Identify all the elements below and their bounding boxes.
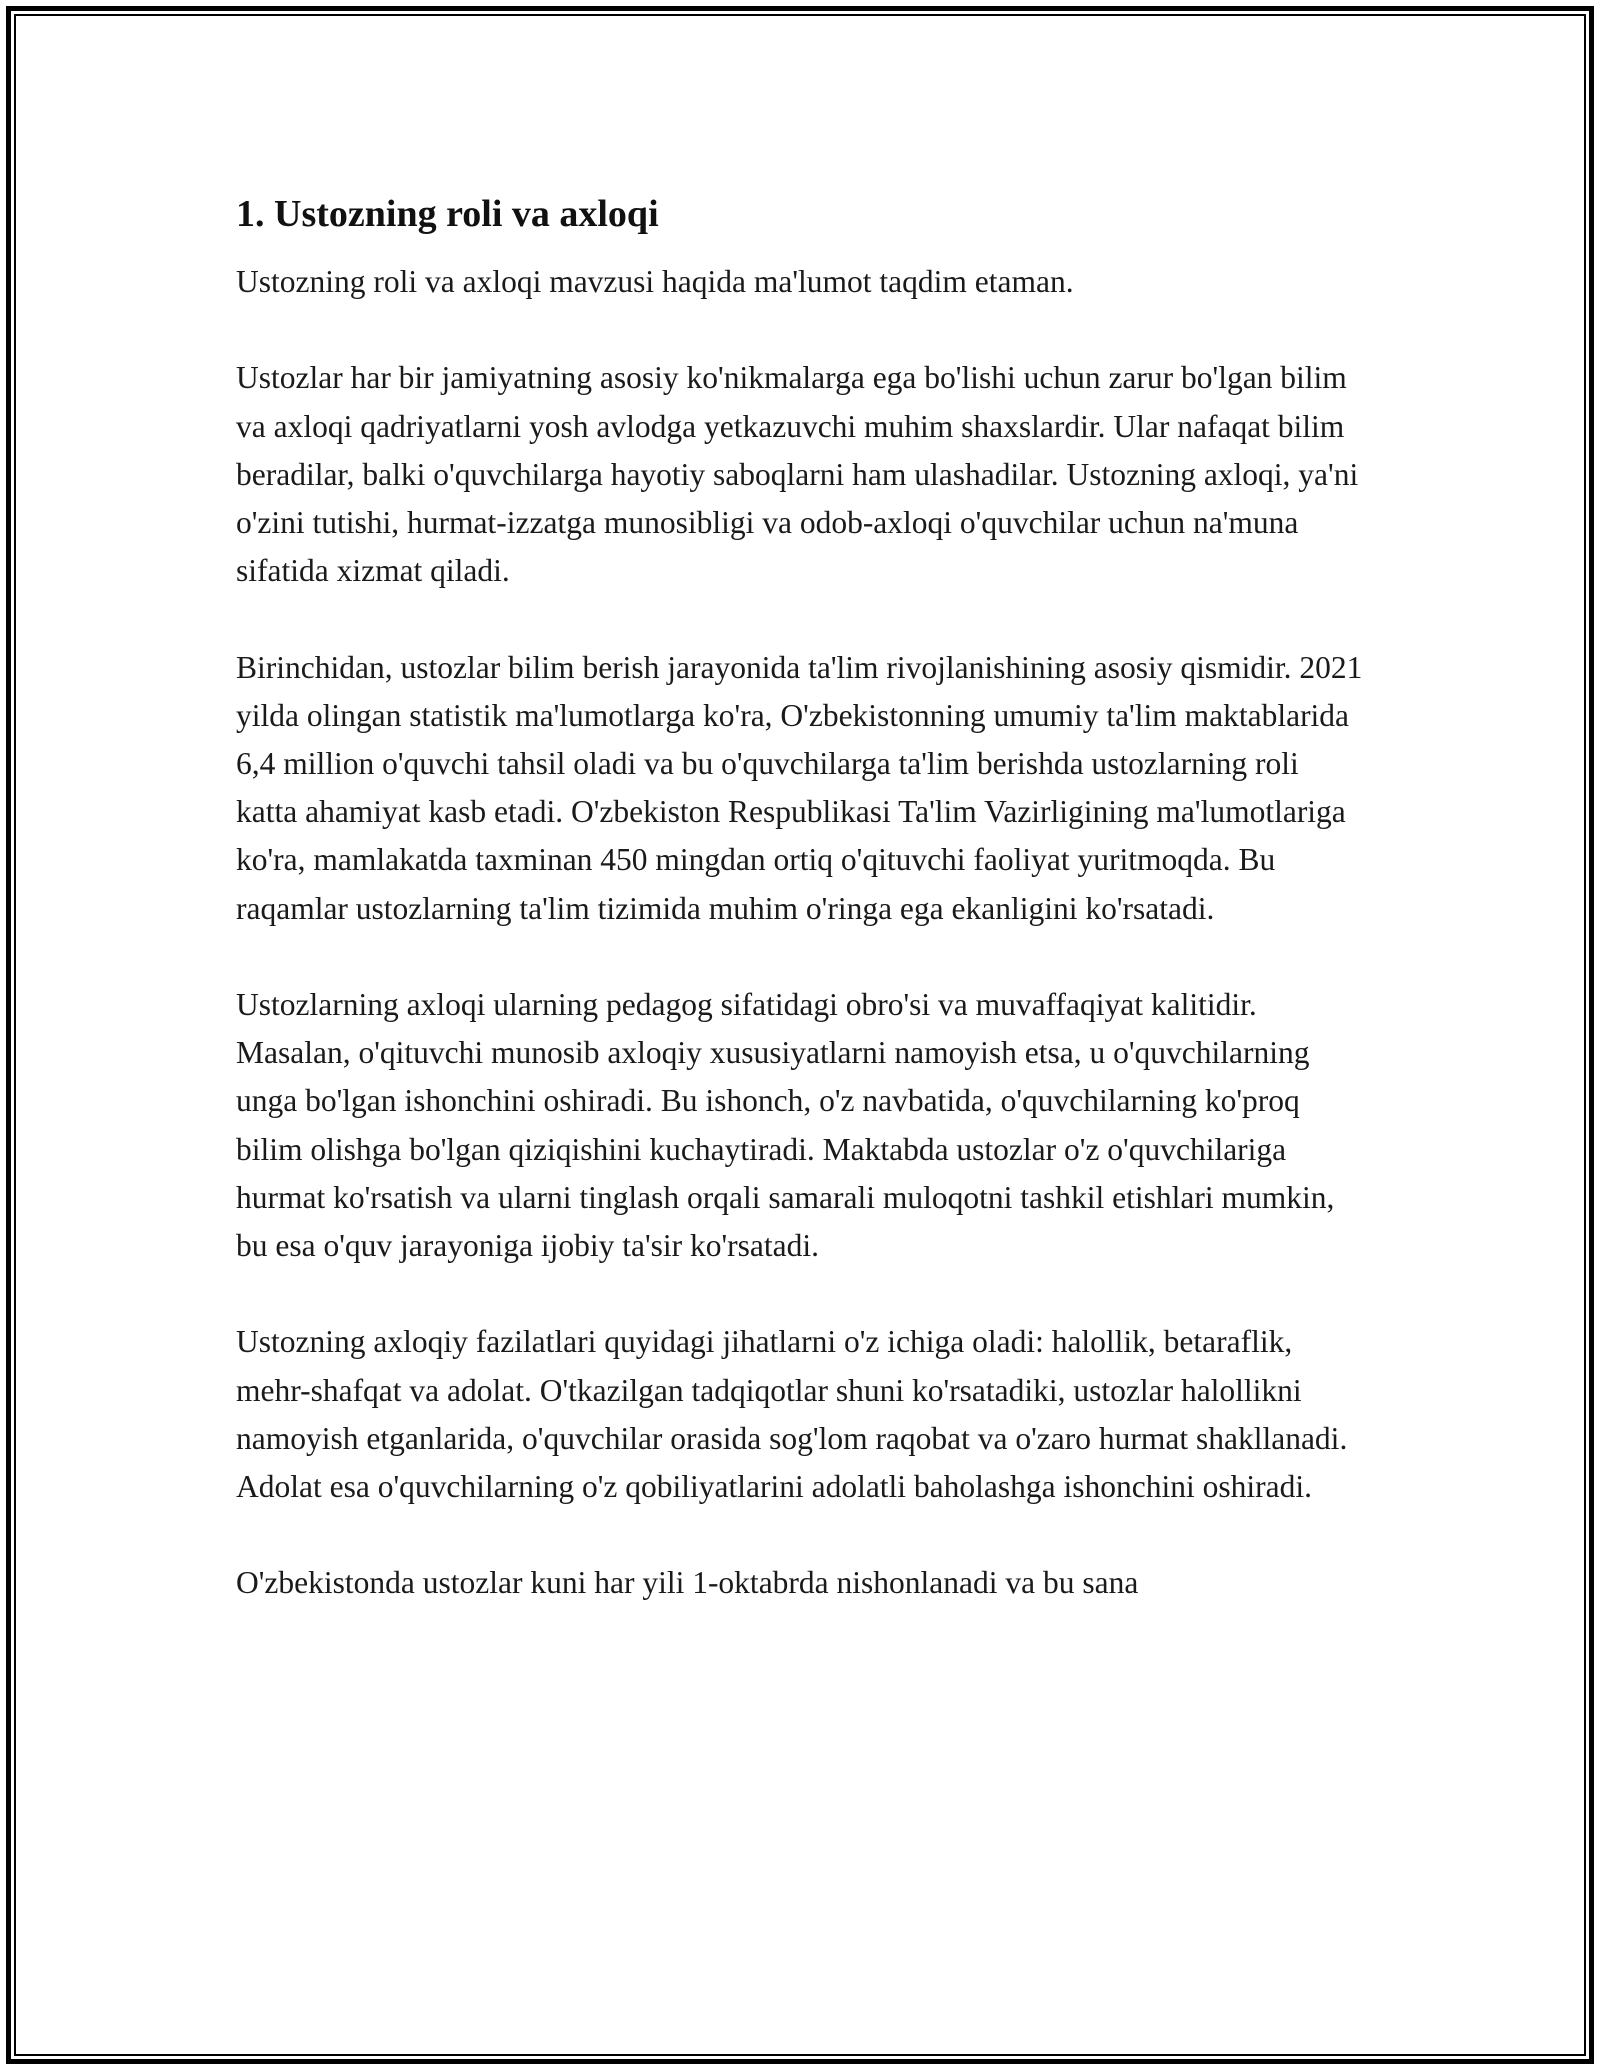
- document-body: [236, 188, 1366, 1656]
- paragraph-intro: Ustozning roli va axloqi mavzusi haqida ma'lumot taqdim etaman.: [236, 264, 1074, 299]
- paragraph-teachers-day: O'zbekistonda ustozlar kuni har yili 1-oktabrda nishonlanadi va bu sana: [236, 1565, 1139, 1601]
- paragraph-virtues: Ustozning axloqiy fazilatlari quyidagi jihatlarni o'z ichiga oladi: halollik, betaraflik, mehr-shafqat va adolat. O'tkazilgan tadqiqotlar shuni ko'rsatadiki, ustozlar halollikni namoyish etganlarida, o'quvchilar orasida sog'lom raqobat va o'zaro hurmat shakllanadi. Adolat esa o'quvchilarning o'z qobiliyatlarini adolatli baholashga ishonchini oshiradi.: [236, 1324, 1348, 1505]
- paragraph-role: Ustozlar har bir jamiyatning asosiy ko'nikmalarga ega bo'lishi uchun zarur bo'lgan bilim va axloqi qadriyatlarni yosh avlodga yetkazuvchi muhim shaxslardir. Ular nafaqat bilim beradilar, balki o'quvchilarga hayotiy saboqlarni ham ulashadilar. Ustozning axloqi, ya'ni o'zini tutishi, hurmat-izzatga munosibligi va odob-axloqi o'quvchilar uchun na'muna sifatida xizmat qiladi.: [236, 360, 1359, 589]
- section-heading: 1. Ustozning roli va axloqi: [236, 193, 659, 235]
- paragraph-statistics: Birinchidan, ustozlar bilim berish jarayonida ta'lim rivojlanishining asosiy qismidir. 2021 yilda olingan statistik ma'lumotlarga ko'ra, O'zbekistonning umumiy ta'lim maktablarida 6,4 million o'quvchi tahsil oladi va bu o'quvchilarga ta'lim berishda ustozlarning roli katta ahamiyat kasb etadi. O'zbekiston Respublikasi Ta'lim Vazirligining ma'lumotlariga ko'ra, mamlakatda taxminan 450 mingdan ortiq o'qituvchi faoliyat yuritmoqda. Bu raqamlar ustozlarning ta'lim tizimida muhim o'ringa ega ekanligini ko'rsatadi.: [236, 649, 1363, 926]
- paragraph-ethics: Ustozlarning axloqi ularning pedagog sifatidagi obro'si va muvaffaqiyat kalitidir. Masalan, o'qituvchi munosib axloqiy xususiyatlarni namoyish etsa, u o'quvchilarning unga bo'lgan ishonchini oshiradi. Bu ishonch, o'z navbatida, o'quvchilarning ko'proq bilim olishga bo'lgan qiziqishini kuchaytiradi. Maktabda ustozlar o'z o'quvchilariga hurmat ko'rsatish va ularni tinglash orqali samarali muloqotni tashkil etishlari mumkin, bu esa o'quv jarayoniga ijobiy ta'sir ko'rsatadi.: [236, 987, 1335, 1264]
